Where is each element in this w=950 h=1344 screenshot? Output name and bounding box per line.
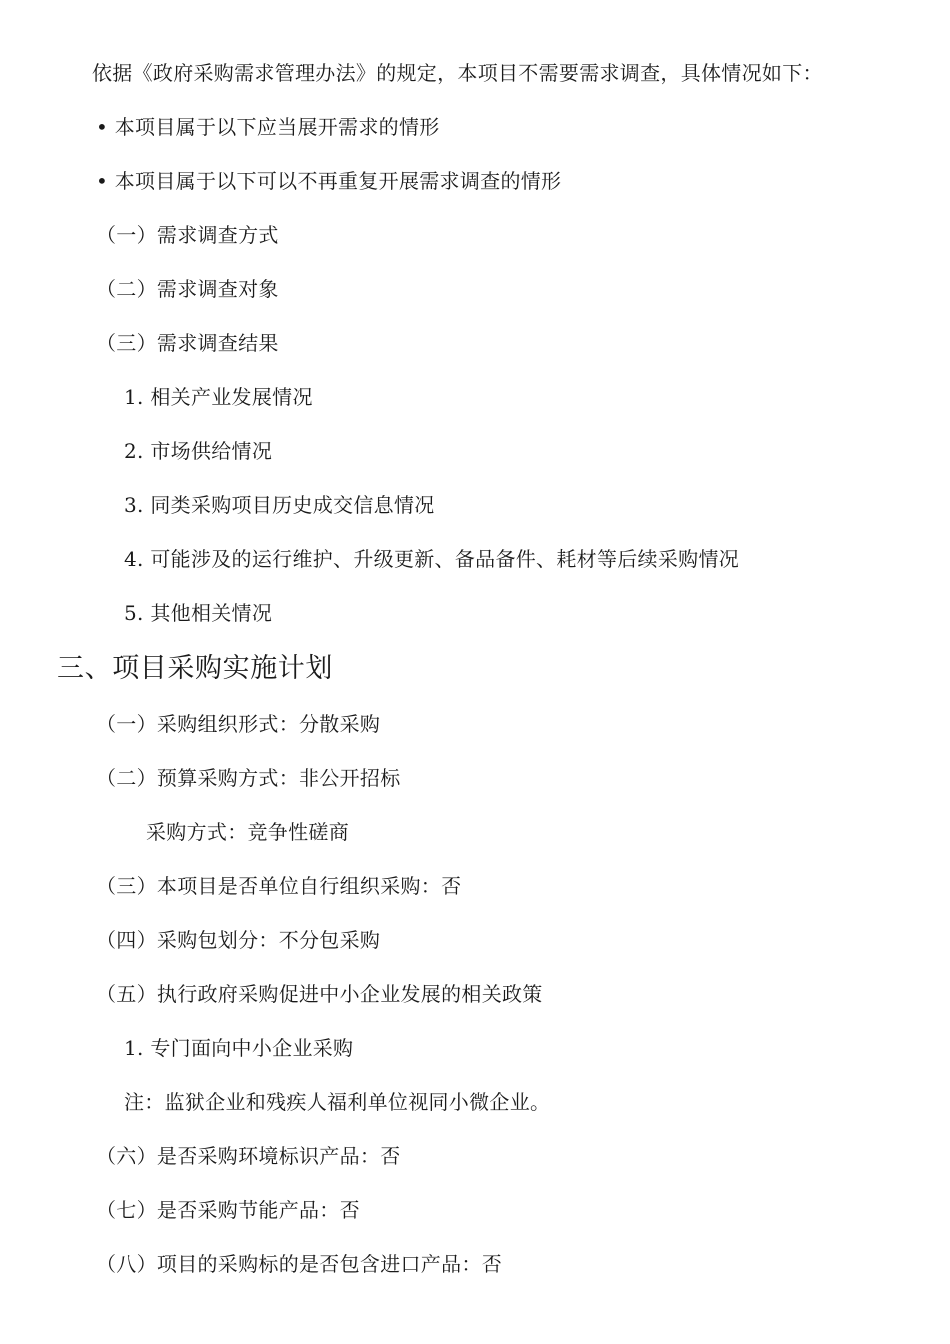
procurement-method: 采购方式：竞争性磋商: [146, 820, 349, 844]
procurement-org-form: （一）采购组织形式：分散采购: [96, 712, 381, 736]
bullet-item-no-repeat-survey: • 本项目属于以下可以不再重复开展需求调查的情形: [96, 169, 562, 193]
package-division: （四）采购包划分：不分包采购: [96, 928, 381, 952]
survey-result-item: 1. 相关产业发展情况: [124, 385, 313, 409]
budget-procurement-method: （二）预算采购方式：非公开招标: [96, 766, 401, 790]
survey-target: （二）需求调查对象: [96, 277, 279, 301]
survey-result-item: 5. 其他相关情况: [124, 601, 273, 625]
survey-result: （三）需求调查结果: [96, 331, 279, 355]
intro-paragraph: 依据《政府采购需求管理办法》的规定，本项目不需要需求调查，具体情况如下：: [92, 61, 823, 85]
survey-result-item: 3. 同类采购项目历史成交信息情况: [124, 493, 435, 517]
energy-saving-products: （七）是否采购节能产品：否: [96, 1198, 360, 1222]
survey-method: （一）需求调查方式: [96, 223, 279, 247]
section-heading: 三、项目采购实施计划: [57, 653, 333, 684]
sme-policy: （五）执行政府采购促进中小企业发展的相关政策: [96, 982, 543, 1006]
self-organized-procurement: （三）本项目是否单位自行组织采购：否: [96, 874, 462, 898]
imported-products: （八）项目的采购标的是否包含进口产品：否: [96, 1252, 502, 1276]
bullet-item-should-survey: • 本项目属于以下应当展开需求的情形: [96, 115, 440, 139]
survey-result-item: 2. 市场供给情况: [124, 439, 273, 463]
environmental-label-products: （六）是否采购环境标识产品：否: [96, 1144, 401, 1168]
sme-note: 注：监狱企业和残疾人福利单位视同小微企业。: [124, 1090, 551, 1114]
sme-policy-item: 1. 专门面向中小企业采购: [124, 1036, 354, 1060]
survey-result-item: 4. 可能涉及的运行维护、升级更新、备品备件、耗材等后续采购情况: [124, 547, 740, 571]
